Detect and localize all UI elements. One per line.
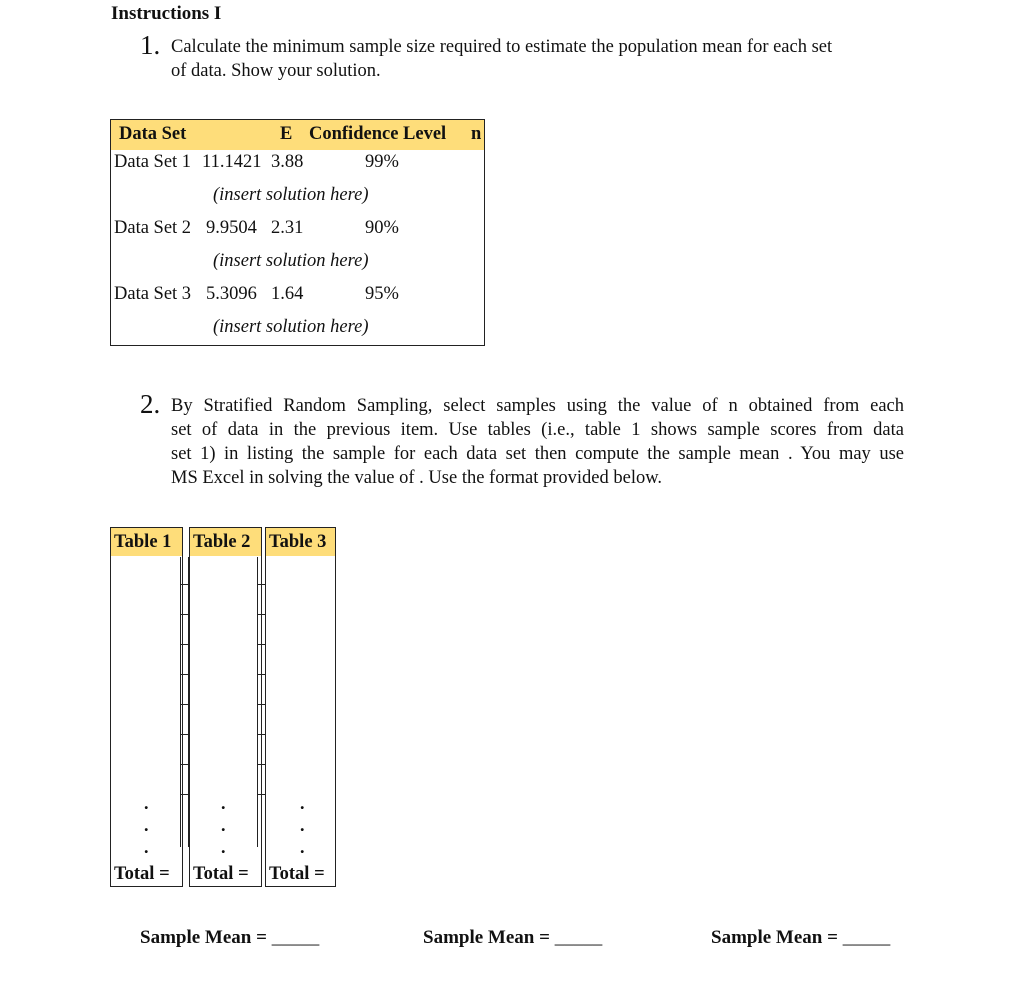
question-1-line-2: of data. Show your solution. (171, 61, 381, 81)
row-3-e: 1.64 (271, 284, 304, 304)
sample-mean-3-blank: _____ (842, 927, 891, 948)
header-e: E (280, 124, 293, 144)
data-set-table (110, 119, 485, 346)
row-2-solution: (insert solution here) (213, 251, 369, 271)
ellipsis-dot: . (221, 815, 226, 835)
sample-table-3 (265, 527, 336, 887)
ellipsis-dot: . (300, 837, 305, 857)
row-2-confidence: 90% (365, 218, 399, 238)
header-n: n (471, 124, 482, 144)
row-1-solution: (insert solution here) (213, 185, 369, 205)
row-3-confidence: 95% (365, 284, 399, 304)
sample-table-2-total: Total = (193, 864, 249, 884)
question-2-line-4: MS Excel in solving the value of . Use the format provided below. (171, 468, 662, 488)
sample-table-3-total: Total = (269, 864, 325, 884)
ellipsis-dot: . (144, 815, 149, 835)
sample-mean-2 (423, 927, 602, 949)
question-2-line-3: set 1) in listing the sample for each data set then compute the sample mean . You may use (171, 444, 904, 464)
sample-table-2-header: Table 2 (190, 528, 261, 556)
sample-mean-1 (140, 927, 319, 949)
row-1-confidence: 99% (365, 152, 399, 172)
ellipsis-dot: . (300, 793, 305, 813)
question-1-line-1: Calculate the minimum sample size required to estimate the population mean for each set (171, 37, 833, 57)
row-3-set: Data Set 3 (114, 284, 192, 304)
sample-mean-2-label: Sample Mean = (423, 927, 550, 948)
question-2-text (171, 394, 904, 490)
ellipsis-dot: . (221, 793, 226, 813)
sample-mean-1-label: Sample Mean = (140, 927, 267, 948)
instructions-heading: Instructions I (111, 3, 222, 24)
question-2-line-1: By Stratified Random Sampling, select samples using the value of n obtained from each (171, 396, 904, 416)
question-2-number: 2. (140, 389, 161, 419)
question-2-line-2: set of data in the previous item. Use tables (i.e., table 1 shows sample scores from data (171, 420, 904, 440)
sample-mean-2-blank: _____ (554, 927, 603, 948)
question-1-number: 1. (140, 30, 161, 60)
sample-table-1-total: Total = (114, 864, 170, 884)
sample-table-3-header: Table 3 (266, 528, 335, 556)
row-3-value: 5.3096 (206, 284, 257, 304)
question-1-text (171, 35, 904, 83)
ellipsis-dot: . (144, 793, 149, 813)
sample-table-1-header: Table 1 (111, 528, 182, 556)
row-2-e: 2.31 (271, 218, 304, 238)
row-3-solution: (insert solution here) (213, 317, 369, 337)
sample-mean-3 (711, 927, 890, 949)
ellipsis-dot: . (300, 815, 305, 835)
sample-mean-3-label: Sample Mean = (711, 927, 838, 948)
sample-table-2 (189, 527, 262, 887)
row-1-value: 11.1421 (202, 152, 262, 172)
row-1-set: Data Set 1 (114, 152, 192, 172)
row-2-set: Data Set 2 (114, 218, 192, 238)
sample-mean-1-blank: _____ (271, 927, 320, 948)
sample-table-1 (110, 527, 183, 887)
header-confidence-level: Confidence Level (309, 124, 447, 144)
header-data-set: Data Set (119, 124, 187, 144)
ellipsis-dot: . (144, 837, 149, 857)
table-gutter-ladder (257, 557, 266, 847)
row-1-e: 3.88 (271, 152, 304, 172)
row-2-value: 9.9504 (206, 218, 257, 238)
ellipsis-dot: . (221, 837, 226, 857)
table-gutter-ladder (180, 557, 189, 847)
